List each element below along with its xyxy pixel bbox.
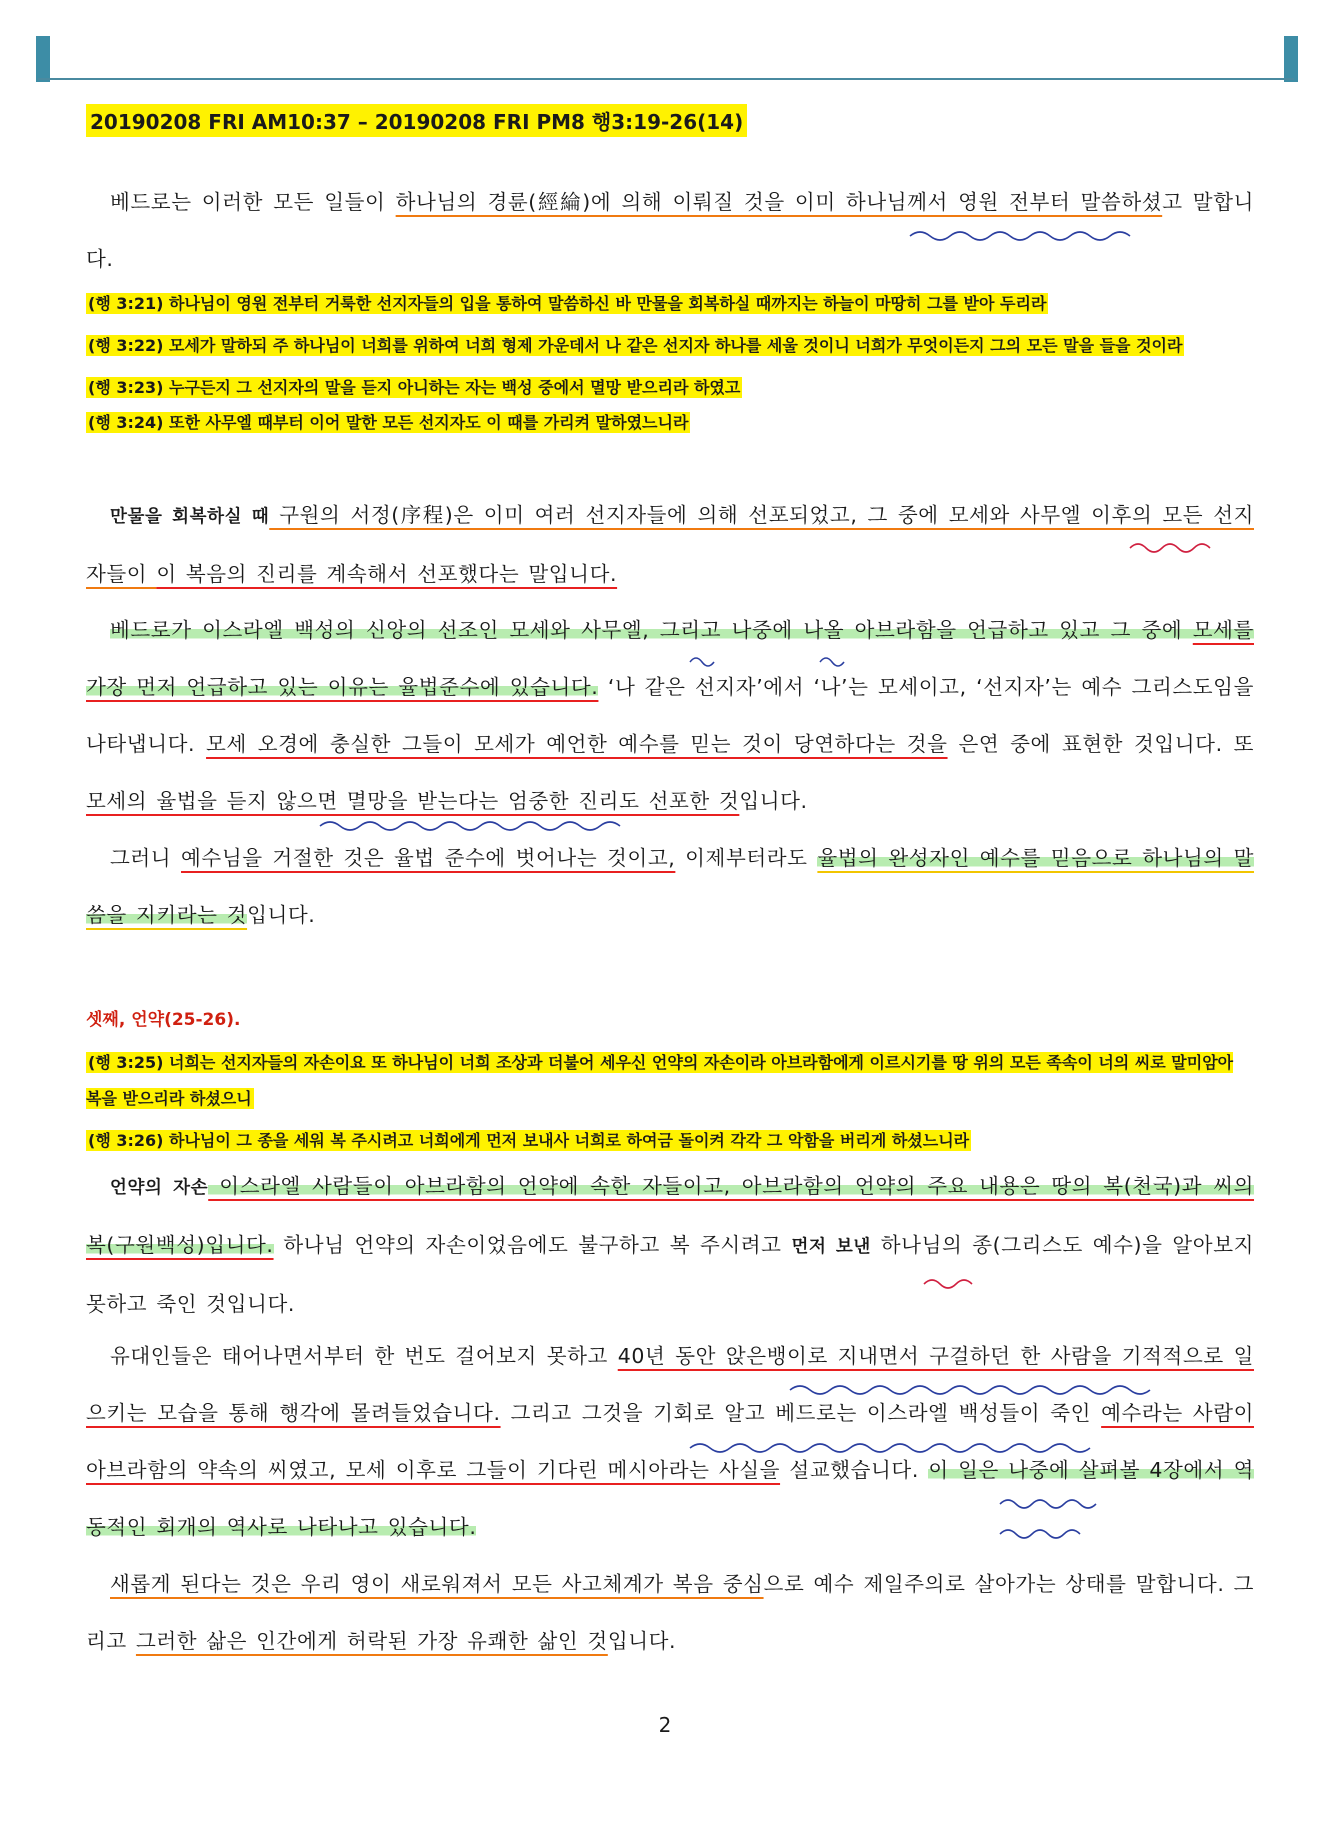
header-title: 20190208 FRI AM10:37 – 20190208 FRI PM8 행3:19-26(14) [86, 104, 747, 137]
p4-text-e: 입니다. [247, 903, 316, 927]
p4-text-b: 예수님을 거절한 것은 율법 준수에 벗어나는 것이고, [181, 846, 676, 870]
verse-3-25: (행 3:25) 너희는 선지자들의 자손이요 또 하나님이 너희 조상과 더불어 세우신 언약의 자손이라 아브라함에게 이르시기를 땅 위의 모든 족속이 너의 씨로 말미암아 복을 받으리라 하셨으니 [86, 1053, 1234, 1108]
handwritten-note-3 [690, 658, 844, 666]
handwritten-note-1 [910, 232, 1130, 240]
p5-bold-1: 언약의 자손 [110, 1178, 209, 1198]
p1-text-c: 고 말합니다. [86, 190, 1254, 271]
verse-3-22: (행 3:22) 모세가 말하되 주 하나님이 너희를 위하여 너희 형제 가운데서 나 같은 선지자 하나를 세울 것이니 너희가 무엇이든지 그의 모든 말을 들을 것이라 [88, 336, 1183, 355]
handwritten-note-2 [1130, 544, 1210, 552]
p6-text-c: 그리고 그것을 기회로 알고 베드로는 이스라엘 백성들이 죽인 [500, 1401, 1102, 1425]
p4-text-c: 이제부터라도 [675, 846, 818, 870]
verse-3-26: (행 3:26) 하나님이 그 종을 세워 복 주시려고 너희에게 먼저 보내사 너희로 하여금 돌이켜 각각 그 악함을 버리게 하셨느니라 [88, 1131, 970, 1150]
p5-text-c: 하나님의 종(그리스도 예수)을 알아보지 못하고 죽인 것입니다. [86, 1233, 1255, 1316]
handwritten-note-7 [690, 1444, 1090, 1452]
section-title: 셋째, 언약(25-26). [86, 1010, 241, 1030]
p1-text-a: 베드로는 이러한 모든 일들이 [110, 190, 396, 214]
p7-text-d: 입니다. [607, 1629, 677, 1653]
handwritten-note-6 [790, 1386, 1150, 1394]
p6-text-e: 설교했습니다. [780, 1458, 929, 1482]
handwritten-note-5 [924, 1280, 972, 1288]
handwritten-note-4 [320, 822, 620, 830]
p3-text-e: 은연 중에 표현한 것입니다. 또 [947, 732, 1255, 756]
verse-3-23: (행 3:23) 누구든지 그 선지자의 말을 듣지 아니하는 자는 백성 중에서 멸망 받으리라 하였고 [88, 378, 741, 397]
p4-text-a: 그러니 [110, 846, 182, 870]
p5-bold-2: 먼저 보낸 [791, 1237, 871, 1257]
p3-text-g: 입니다. [739, 789, 808, 813]
p2-bold: 만물을 회복하실 때 [110, 507, 270, 527]
p6-text-a: 유대인들은 태어나면서부터 한 번도 걸어보지 못하고 [110, 1344, 618, 1368]
p7-text-a: 새롭게 된다는 것은 우리 영이 새로워져서 모든 사고체계가 복음 중심 [110, 1572, 764, 1596]
p3-text-b: 모세를 가장 먼저 언급하고 있는 이유는 율법준수에 있습니다. [86, 618, 1254, 699]
p3-text-c: ‘나 같은 선지자’에서 ‘나’는 모세이고, ‘선지자’는 예수 그리스도임을 나타냅니다. [86, 675, 1254, 756]
p5-text-b: 하나님 언약의 자손이었음에도 불구하고 복 주시려고 [273, 1233, 792, 1257]
p6-text-d: 예수라는 사람이 아브라함의 약속의 씨였고, 모세 이후로 그들이 기다린 메시아라는 사실을 [86, 1401, 1254, 1482]
p3-text-f: 모세의 율법을 듣지 않으면 멸망을 받는다는 엄중한 진리도 선포한 것 [86, 789, 740, 813]
p5-text-a: 이스라엘 사람들이 아브라함의 언약에 속한 자들이고, 아브라함의 언약의 주요 내용은 땅의 복(천국)과 씨의 복(구원백성)입니다. [86, 1174, 1255, 1257]
p2-text-a: 구원의 서정(序程)은 이미 여러 선지자들에 의해 선포되었고, 그 중에 모세와 사무엘 이후의 모든 선지자들이 [86, 503, 1254, 586]
handwritten-note-8 [1000, 1500, 1096, 1538]
p4-text-d: 율법의 완성자인 예수를 믿음으로 하나님의 말씀을 지키라는 것 [86, 846, 1254, 927]
p1-text-b: 하나님의 경륜(經綸)에 의해 이뤄질 것을 이미 하나님께서 영원 전부터 말씀하셨 [395, 190, 1163, 214]
page-number: 2 [658, 1713, 672, 1737]
p2-text-b: 이 복음의 진리를 계속해서 선포했다는 말입니다. [156, 562, 618, 586]
p6-text-f: 이 일은 나중에 살펴볼 4장에서 역동적인 회개의 역사로 나타나고 있습니다. [86, 1458, 1254, 1539]
verse-3-24: (행 3:24) 또한 사무엘 때부터 이어 말한 모든 선지자도 이 때를 가리켜 말하였느니라 [88, 413, 689, 432]
p3-text-d: 모세 오경에 충실한 그들이 모세가 예언한 예수를 믿는 것이 당연하다는 것을 [206, 732, 948, 756]
p7-text-b: 으로 예수 제일주의로 살아가는 상태를 말합니다. 그리고 [86, 1572, 1254, 1653]
p6-text-b: 40년 동안 앉은뱅이로 지내면서 구걸하던 한 사람을 기적적으로 일으키는 모습을 통해 행각에 몰려들었습니다. [86, 1344, 1254, 1425]
verse-3-21: (행 3:21) 하나님이 영원 전부터 거룩한 선지자들의 입을 통하여 말씀하신 바 만물을 회복하실 때까지는 하늘이 마땅히 그를 받아 두리라 [88, 294, 1047, 313]
p7-text-c: 그러한 삶은 인간에게 허락된 가장 유쾌한 삶인 것 [135, 1629, 608, 1653]
p3-text-a: 베드로가 이스라엘 백성의 신앙의 선조인 모세와 사무엘, 그리고 나중에 나올 아브라함을 언급하고 있고 그 중에 [110, 618, 1193, 642]
